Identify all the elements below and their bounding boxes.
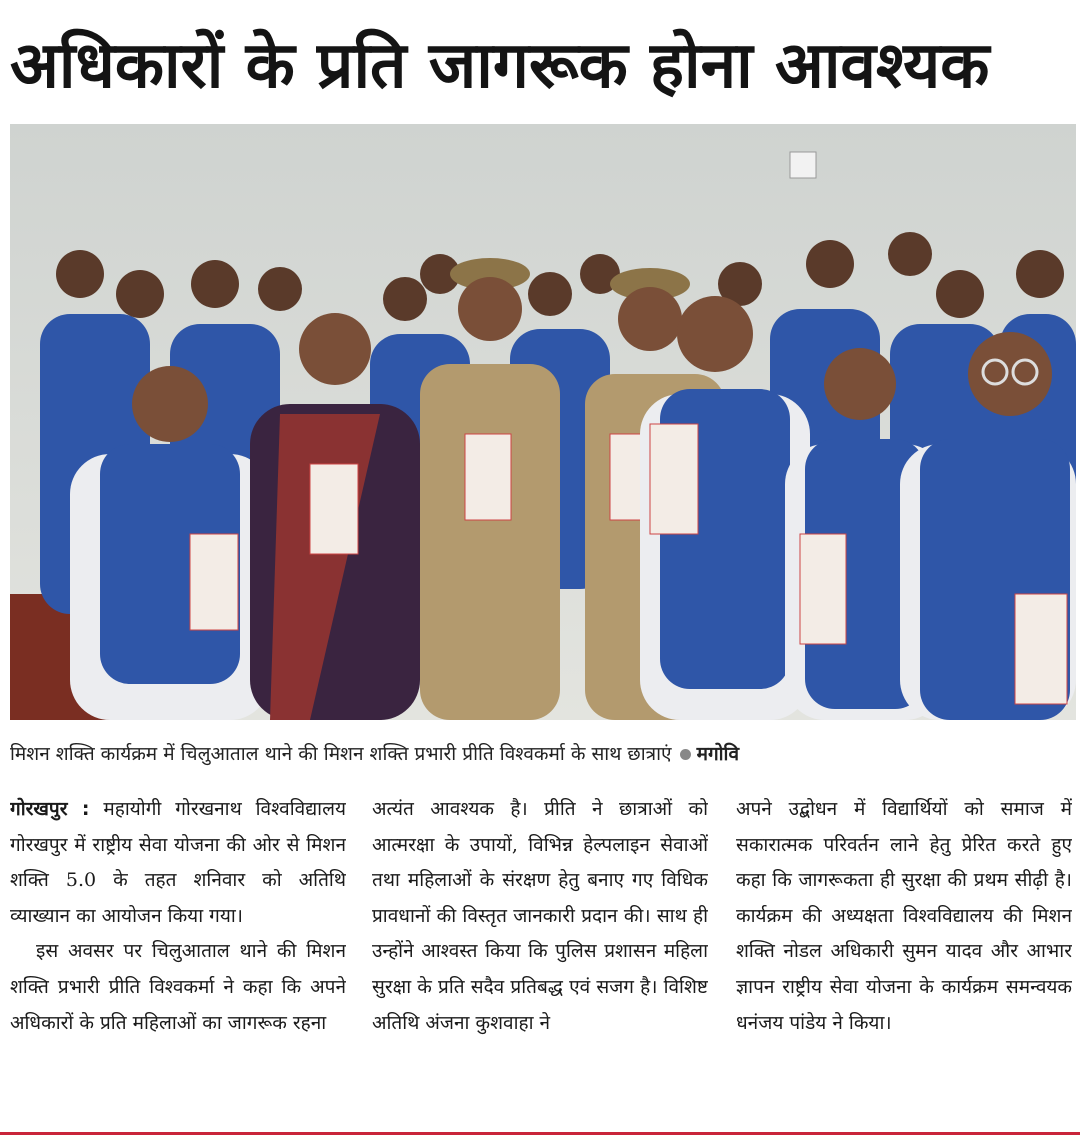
bottom-rule: [0, 1132, 1080, 1135]
article-column-3: [736, 792, 1072, 1112]
column-1-paragraph-2: इस अवसर पर चिलुआताल थाने की मिशन शक्ति प्रभारी प्रीति विश्वकर्मा ने कहा कि अपने अधिकारों के प्रति महिलाओं का जागरूक रहना: [10, 940, 346, 1034]
group-photo: [10, 124, 1076, 720]
article-column-1: [10, 792, 346, 1112]
photo-caption: [10, 736, 1076, 772]
column-1-paragraph-1-text: महायोगी गोरखनाथ विश्वविद्यालय गोरखपुर में राष्ट्रीय सेवा योजना की ओर से मिशन शक्ति 5.0 के तहत शनिवार को अतिथि व्याख्यान का आयोजन किया गया।: [10, 798, 346, 927]
article-column-2: [372, 792, 708, 1112]
column-2-paragraph-1: अत्यंत आवश्यक है। प्रीति ने छात्राओं को आत्मरक्षा के उपायों, विभिन्न हेल्पलाइन सेवाओं तथा महिलाओं के संरक्षण हेतु बनाए गए विधिक प्रावधानों की विस्तृत जानकारी प्रदान की। साथ ही उन्होंने आश्वस्त किया कि पुलिस प्रशासन महिला सुरक्षा के प्रति सदैव प्रतिबद्ध एवं सजग है। विशिष्ट अतिथि अंजना कुशवाहा ने: [372, 798, 708, 1034]
credit-bullet-icon: [680, 749, 691, 760]
dateline: गोरखपुर :: [10, 798, 90, 820]
headline: अधिकारों के प्रति जागरूक होना आवश्यक: [10, 29, 990, 103]
photo-credit: मगोवि: [696, 743, 740, 765]
caption-text: मिशन शक्ति कार्यक्रम में चिलुआताल थाने की मिशन शक्ति प्रभारी प्रीति विश्वकर्मा के साथ छात्राएं: [10, 743, 672, 765]
column-1-paragraph-1: [10, 792, 346, 934]
column-3-paragraph-1: अपने उद्बोधन में विद्यार्थियों को समाज में सकारात्मक परिवर्तन लाने हेतु प्रेरित करते हुए कहा कि जागरूकता ही सुरक्षा की प्रथम सीढ़ी है। कार्यक्रम की अध्यक्षता विश्वविद्यालय की मिशन शक्ति नोडल अधिकारी सुमन यादव और आभार ज्ञापन राष्ट्रीय सेवा योजना के कार्यक्रम समन्वयक धनंजय पांडेय ने किया।: [736, 798, 1072, 1034]
